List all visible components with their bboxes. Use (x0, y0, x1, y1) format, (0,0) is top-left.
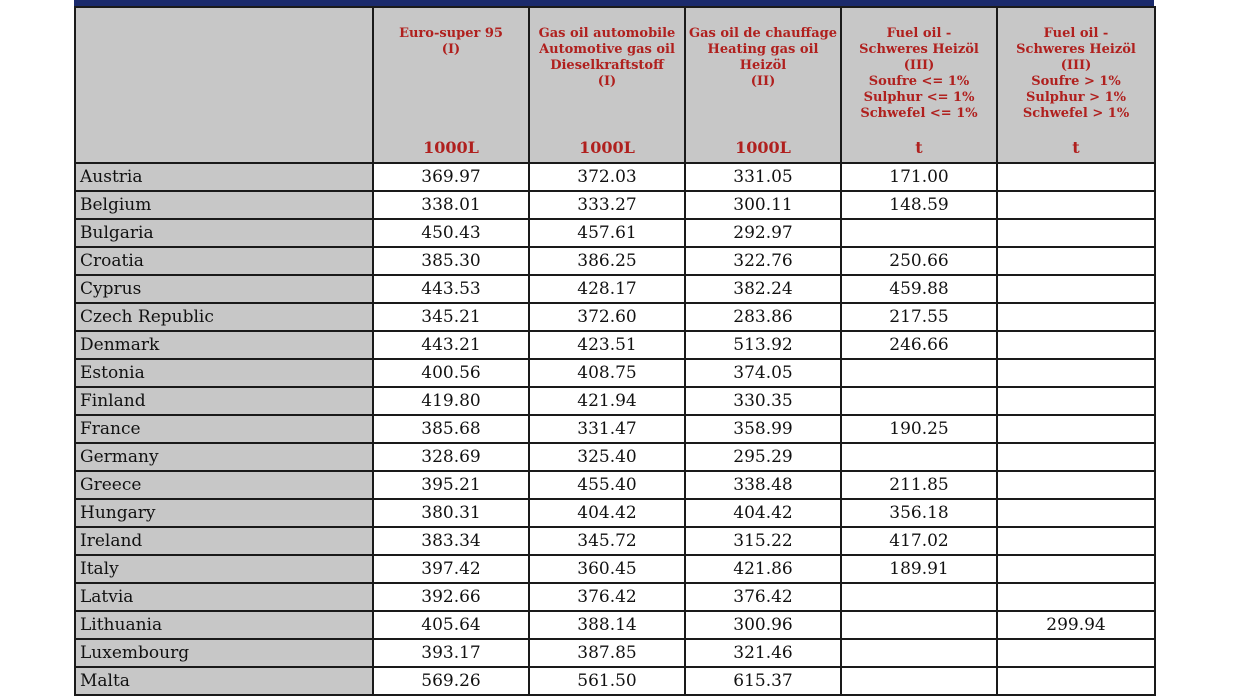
value-cell (997, 331, 1155, 359)
value-cell: 397.42 (373, 555, 529, 583)
country-cell: Cyprus (75, 275, 373, 303)
value-cell (841, 583, 997, 611)
table-row (75, 303, 1155, 331)
country-cell: Estonia (75, 359, 373, 387)
value-cell: 190.25 (841, 415, 997, 443)
table-row (75, 527, 1155, 555)
header-heating-gas-oil (685, 7, 841, 163)
value-cell: 459.88 (841, 275, 997, 303)
value-cell: 419.80 (373, 387, 529, 415)
value-cell (997, 527, 1155, 555)
value-cell: 321.46 (685, 639, 841, 667)
value-cell (997, 163, 1155, 191)
value-cell: 423.51 (529, 331, 685, 359)
value-cell: 400.56 (373, 359, 529, 387)
value-cell (997, 667, 1155, 695)
value-cell (841, 639, 997, 667)
header-row (75, 7, 1155, 163)
value-cell: 376.42 (529, 583, 685, 611)
country-cell: Latvia (75, 583, 373, 611)
value-cell: 388.14 (529, 611, 685, 639)
fuel-excise-table (74, 6, 1156, 696)
value-cell: 443.21 (373, 331, 529, 359)
column-unit: t (1072, 138, 1080, 157)
table-row (75, 219, 1155, 247)
country-cell: Croatia (75, 247, 373, 275)
table-row (75, 163, 1155, 191)
country-cell: Denmark (75, 331, 373, 359)
value-cell: 148.59 (841, 191, 997, 219)
column-description: Gas oil automobile Automotive gas oil Dieselkraftstoff (I) (538, 26, 676, 89)
value-cell: 360.45 (529, 555, 685, 583)
value-cell: 569.26 (373, 667, 529, 695)
header-fuel-oil-high-sulphur (997, 7, 1155, 163)
value-cell (997, 247, 1155, 275)
value-cell: 338.48 (685, 471, 841, 499)
value-cell: 376.42 (685, 583, 841, 611)
value-cell: 513.92 (685, 331, 841, 359)
value-cell: 382.24 (685, 275, 841, 303)
table-row (75, 667, 1155, 695)
country-cell: Greece (75, 471, 373, 499)
country-cell: Lithuania (75, 611, 373, 639)
value-cell: 189.91 (841, 555, 997, 583)
country-cell: Finland (75, 387, 373, 415)
value-cell: 369.97 (373, 163, 529, 191)
value-cell: 385.30 (373, 247, 529, 275)
table-row (75, 555, 1155, 583)
column-unit: 1000L (735, 138, 791, 157)
value-cell: 315.22 (685, 527, 841, 555)
value-cell: 325.40 (529, 443, 685, 471)
value-cell (841, 219, 997, 247)
value-cell (841, 359, 997, 387)
table-row (75, 359, 1155, 387)
value-cell: 393.17 (373, 639, 529, 667)
value-cell: 246.66 (841, 331, 997, 359)
value-cell: 421.94 (529, 387, 685, 415)
value-cell: 292.97 (685, 219, 841, 247)
value-cell (997, 415, 1155, 443)
value-cell: 380.31 (373, 499, 529, 527)
value-cell: 331.05 (685, 163, 841, 191)
value-cell: 421.86 (685, 555, 841, 583)
value-cell: 345.72 (529, 527, 685, 555)
value-cell: 408.75 (529, 359, 685, 387)
value-cell: 358.99 (685, 415, 841, 443)
value-cell (997, 555, 1155, 583)
header-fuel-oil-low-sulphur (841, 7, 997, 163)
value-cell: 383.34 (373, 527, 529, 555)
column-description: Fuel oil - Schweres Heizöl (III) Soufre > 1% Sulphur > 1% Schwefel > 1% (1016, 26, 1136, 121)
value-cell (997, 191, 1155, 219)
value-cell: 372.60 (529, 303, 685, 331)
value-cell: 356.18 (841, 499, 997, 527)
country-cell: Hungary (75, 499, 373, 527)
value-cell: 171.00 (841, 163, 997, 191)
value-cell: 385.68 (373, 415, 529, 443)
value-cell: 386.25 (529, 247, 685, 275)
header-automotive-gas-oil (529, 7, 685, 163)
value-cell: 450.43 (373, 219, 529, 247)
fuel-excise-document (74, 0, 1154, 700)
value-cell: 395.21 (373, 471, 529, 499)
value-cell (997, 303, 1155, 331)
value-cell: 404.42 (685, 499, 841, 527)
table-row (75, 471, 1155, 499)
value-cell: 299.94 (997, 611, 1155, 639)
column-description: Euro-super 95 (I) (399, 26, 503, 57)
country-cell: France (75, 415, 373, 443)
value-cell: 392.66 (373, 583, 529, 611)
value-cell: 443.53 (373, 275, 529, 303)
value-cell (841, 387, 997, 415)
value-cell (997, 583, 1155, 611)
value-cell: 387.85 (529, 639, 685, 667)
value-cell: 372.03 (529, 163, 685, 191)
value-cell: 374.05 (685, 359, 841, 387)
value-cell: 561.50 (529, 667, 685, 695)
value-cell: 300.11 (685, 191, 841, 219)
country-cell: Italy (75, 555, 373, 583)
table-row (75, 443, 1155, 471)
table-row (75, 639, 1155, 667)
value-cell: 283.86 (685, 303, 841, 331)
value-cell (997, 639, 1155, 667)
table-body (75, 163, 1155, 695)
country-cell: Luxembourg (75, 639, 373, 667)
value-cell (997, 359, 1155, 387)
column-unit: 1000L (579, 138, 635, 157)
country-cell: Germany (75, 443, 373, 471)
column-unit: t (915, 138, 923, 157)
value-cell: 345.21 (373, 303, 529, 331)
header-euro-super-95 (373, 7, 529, 163)
value-cell: 457.61 (529, 219, 685, 247)
country-cell: Bulgaria (75, 219, 373, 247)
country-cell: Czech Republic (75, 303, 373, 331)
header-country-column (75, 7, 373, 163)
value-cell (997, 471, 1155, 499)
value-cell: 295.29 (685, 443, 841, 471)
value-cell: 404.42 (529, 499, 685, 527)
value-cell: 615.37 (685, 667, 841, 695)
value-cell: 331.47 (529, 415, 685, 443)
table-row (75, 387, 1155, 415)
table-row (75, 247, 1155, 275)
value-cell: 300.96 (685, 611, 841, 639)
value-cell (997, 219, 1155, 247)
table-row (75, 499, 1155, 527)
column-description: Fuel oil - Schweres Heizöl (III) Soufre <= 1% Sulphur <= 1% Schwefel <= 1% (859, 26, 979, 121)
value-cell: 333.27 (529, 191, 685, 219)
table-row (75, 611, 1155, 639)
value-cell (997, 499, 1155, 527)
value-cell: 322.76 (685, 247, 841, 275)
country-cell: Ireland (75, 527, 373, 555)
value-cell: 428.17 (529, 275, 685, 303)
table-row (75, 275, 1155, 303)
table-row (75, 331, 1155, 359)
value-cell: 338.01 (373, 191, 529, 219)
value-cell: 455.40 (529, 471, 685, 499)
table-row (75, 583, 1155, 611)
value-cell: 330.35 (685, 387, 841, 415)
value-cell (997, 387, 1155, 415)
value-cell (997, 443, 1155, 471)
value-cell: 217.55 (841, 303, 997, 331)
value-cell: 328.69 (373, 443, 529, 471)
table-row (75, 415, 1155, 443)
value-cell: 250.66 (841, 247, 997, 275)
column-unit: 1000L (423, 138, 479, 157)
table-row (75, 191, 1155, 219)
value-cell (841, 443, 997, 471)
country-cell: Belgium (75, 191, 373, 219)
value-cell: 211.85 (841, 471, 997, 499)
value-cell (997, 275, 1155, 303)
country-cell: Austria (75, 163, 373, 191)
value-cell (841, 667, 997, 695)
column-description: Gas oil de chauffage Heating gas oil Heizöl (II) (688, 26, 838, 89)
value-cell: 417.02 (841, 527, 997, 555)
country-cell: Malta (75, 667, 373, 695)
value-cell (841, 611, 997, 639)
value-cell: 405.64 (373, 611, 529, 639)
